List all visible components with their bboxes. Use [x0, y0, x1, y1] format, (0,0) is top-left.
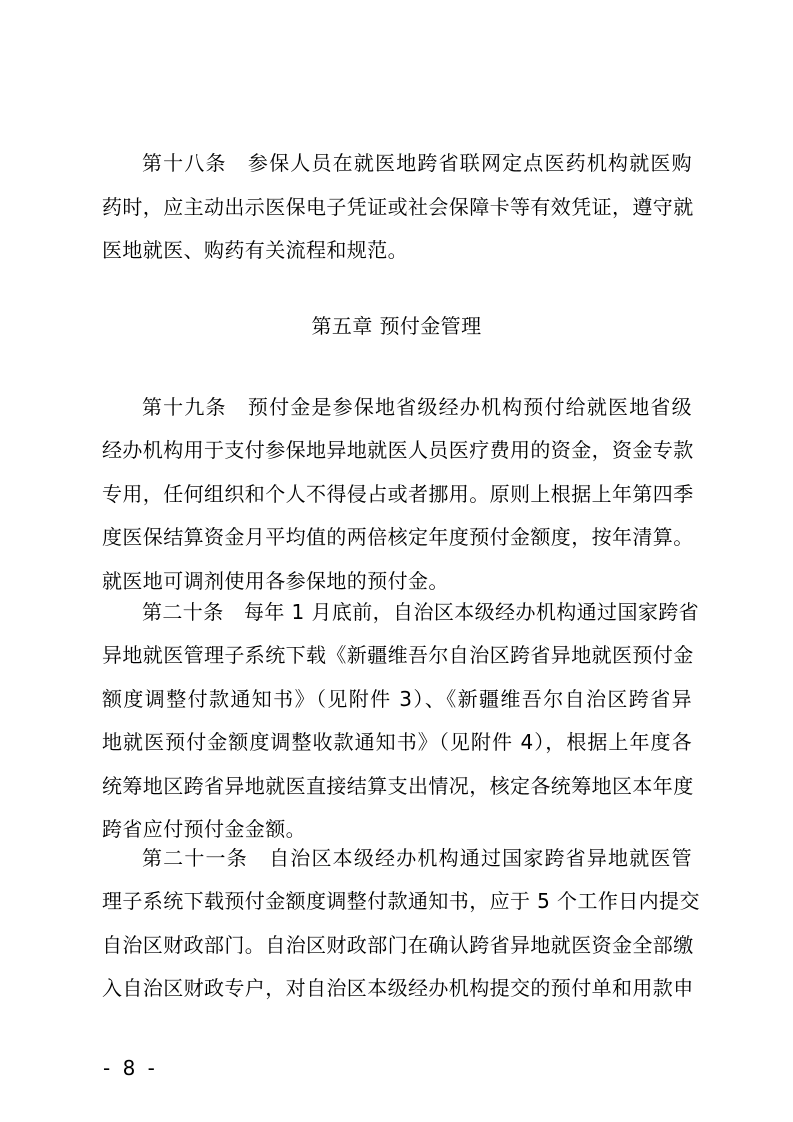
page-number: - 8 - — [103, 1056, 158, 1080]
paragraph-line: 异地就医管理子系统下载《新疆维吾尔自治区跨省异地就医预付金 — [102, 643, 694, 667]
paragraph-line: 度医保结算资金月平均值的两倍核定年度预付金额度，按年清算。 — [102, 525, 694, 549]
paragraph-line: 第二十一条 自治区本级经办机构通过国家跨省异地就医管 — [142, 846, 692, 870]
chapter-heading: 第五章 预付金管理 — [311, 314, 482, 338]
paragraph-line: 经办机构用于支付参保地异地就医人员医疗费用的资金，资金专款 — [102, 438, 694, 462]
paragraph-line: 药时，应主动出示医保电子凭证或社会保障卡等有效凭证，遵守就 — [102, 195, 694, 219]
paragraph-line: 统筹地区跨省异地就医直接结算支出情况，核定各统筹地区本年度 — [102, 774, 694, 798]
paragraph-line: 专用，任何组织和个人不得侵占或者挪用。原则上根据上年第四季 — [102, 482, 694, 506]
paragraph-line: 医地就医、购药有关流程和规范。 — [102, 238, 408, 262]
paragraph-line: 地就医预付金额度调整收款通知书》（见附件 4），根据上年度各 — [102, 730, 692, 754]
paragraph-line: 第二十条 每年 1 月底前，自治区本级经办机构通过国家跨省 — [142, 600, 700, 624]
paragraph-line: 第十八条 参保人员在就医地跨省联网定点医药机构就医购 — [142, 151, 692, 175]
paragraph-line: 跨省应付预付金金额。 — [102, 817, 306, 841]
paragraph-line: 自治区财政部门。自治区财政部门在确认跨省异地就医资金全部缴 — [102, 933, 694, 957]
paragraph-line: 第十九条 预付金是参保地省级经办机构预付给就医地省级 — [142, 395, 692, 419]
paragraph-line: 就医地可调剂使用各参保地的预付金。 — [102, 569, 449, 593]
paragraph-line: 入自治区财政专户，对自治区本级经办机构提交的预付单和用款申 — [102, 976, 694, 1000]
paragraph-line: 理子系统下载预付金额度调整付款通知书，应于 5 个工作日内提交 — [102, 889, 700, 913]
paragraph-line: 额度调整付款通知书》（见附件 3）、《新疆维吾尔自治区跨省异 — [102, 687, 692, 711]
